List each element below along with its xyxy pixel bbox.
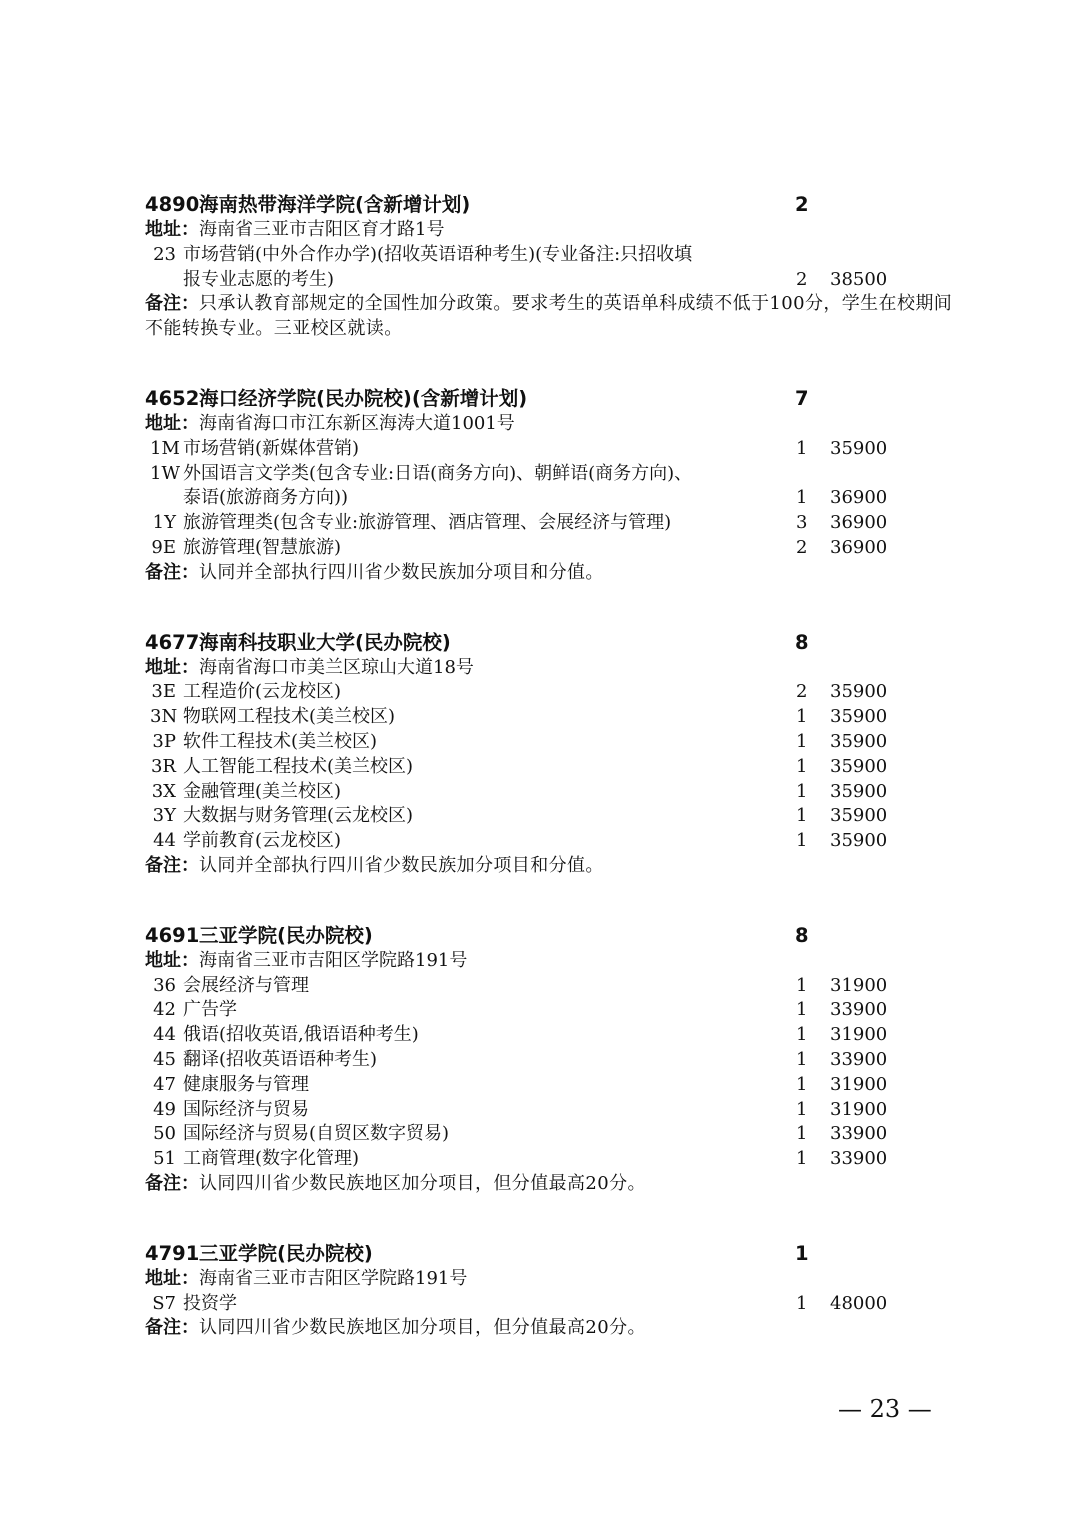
- major-name: 学前教育(云龙校区): [183, 830, 342, 852]
- major-tuition: 31900: [830, 974, 888, 996]
- major-row: [0, 486, 1080, 511]
- school-code: 4791: [145, 1241, 200, 1265]
- major-name: 报专业志愿的考生): [183, 268, 335, 290]
- major-tuition: 48000: [830, 1292, 888, 1314]
- major-name: 工程造价(云龙校区): [183, 681, 342, 703]
- major-tuition: 35900: [830, 755, 888, 777]
- note-label: 备注：: [145, 561, 199, 583]
- major-tuition: 31900: [830, 1098, 888, 1120]
- page-number: — 23 —: [838, 1395, 932, 1423]
- major-name: 泰语(旅游商务方向)): [183, 487, 349, 509]
- major-name: 软件工程技术(美兰校区): [183, 730, 378, 752]
- major-code: 3R: [150, 755, 176, 777]
- note-text: 只承认教育部规定的全国性加分政策。要求考生的英语单科成绩不低于100分，学生在校期间不能转换专业。三亚校区就读。: [145, 293, 953, 340]
- major-code: 50: [153, 1123, 176, 1145]
- major-name: 旅游管理(智慧旅游): [183, 536, 342, 558]
- school-name: 三亚学院(民办院校): [199, 1241, 373, 1265]
- major-row: [0, 804, 1080, 829]
- major-plan-count: 1: [796, 706, 808, 728]
- major-plan-count: 3: [796, 512, 808, 534]
- major-code: 3P: [152, 730, 176, 752]
- major-tuition: 36900: [830, 487, 888, 509]
- school-note: [0, 854, 1080, 879]
- major-tuition: 31900: [830, 1073, 888, 1095]
- major-name: 广告学: [183, 999, 237, 1021]
- major-name: 国际经济与贸易: [183, 1098, 309, 1120]
- major-plan-count: 2: [796, 681, 808, 703]
- school-block: [0, 1241, 1080, 1341]
- major-name: 金融管理(美兰校区): [183, 780, 342, 802]
- major-plan-count: 2: [796, 268, 808, 290]
- school-code: 4890: [145, 193, 200, 216]
- major-plan-count: 1: [796, 1024, 808, 1046]
- major-code: S7: [152, 1292, 176, 1314]
- address-label: 地址：: [145, 219, 199, 240]
- major-row: [0, 974, 1080, 999]
- school-address: [0, 1267, 1080, 1292]
- major-plan-count: 1: [796, 1292, 808, 1314]
- major-row: [0, 511, 1080, 536]
- document-body: [0, 192, 1080, 1385]
- major-tuition: 36900: [830, 512, 888, 534]
- major-row: [0, 1122, 1080, 1147]
- major-code: 3E: [151, 681, 176, 703]
- major-name: 大数据与财务管理(云龙校区): [183, 805, 414, 827]
- school-plan-count: 7: [795, 386, 809, 410]
- major-name: 会展经济与管理: [183, 974, 309, 996]
- major-row: [0, 1048, 1080, 1073]
- major-name: 外国语言文学类(包含专业:日语(商务方向)、朝鲜语(商务方向)、: [183, 462, 693, 484]
- school-name: 海口经济学院(民办院校)(含新增计划): [199, 386, 528, 410]
- major-plan-count: 1: [796, 830, 808, 852]
- school-code: 4691: [145, 923, 200, 947]
- note-label: 备注：: [145, 293, 199, 315]
- school-block: [0, 386, 1080, 586]
- school-plan-count: 1: [795, 1241, 809, 1265]
- major-row: [0, 730, 1080, 755]
- school-code: 4652: [145, 386, 200, 410]
- address-label: 地址：: [145, 949, 199, 971]
- note-text: 认同并全部执行四川省少数民族加分项目和分值。: [199, 561, 604, 583]
- note-text: 认同四川省少数民族地区加分项目，但分值最高20分。: [199, 1317, 646, 1339]
- school-address: [0, 218, 1080, 243]
- major-code: 3Y: [152, 805, 176, 827]
- school-name: 三亚学院(民办院校): [199, 923, 373, 947]
- major-name: 国际经济与贸易(自贸区数字贸易): [183, 1123, 450, 1145]
- major-code: 3X: [151, 780, 176, 802]
- major-code: 36: [153, 974, 176, 996]
- major-plan-count: 1: [796, 730, 808, 752]
- major-name: 工商管理(数字化管理): [183, 1148, 360, 1170]
- note-label: 备注：: [145, 1317, 199, 1339]
- address-label: 地址：: [145, 1267, 199, 1289]
- major-code: 1Y: [152, 512, 176, 534]
- major-tuition: 35900: [830, 830, 888, 852]
- major-tuition: 38500: [830, 268, 888, 290]
- major-tuition: 35900: [830, 805, 888, 827]
- school-block: [0, 192, 1080, 342]
- major-name: 市场营销(新媒体营销): [183, 437, 360, 459]
- school-note: [0, 1316, 1080, 1341]
- school-note: [0, 1172, 1080, 1197]
- major-name: 翻译(招收英语语种考生): [183, 1048, 378, 1070]
- major-plan-count: 1: [796, 755, 808, 777]
- address-text: 海南省三亚市吉阳区育才路1号: [199, 219, 445, 240]
- address-text: 海南省三亚市吉阳区学院路191号: [199, 1267, 468, 1289]
- major-code: 45: [153, 1048, 176, 1070]
- note-text: 认同四川省少数民族地区加分项目，但分值最高20分。: [199, 1172, 646, 1194]
- school-plan-count: 2: [795, 193, 809, 216]
- school-address: [0, 949, 1080, 974]
- major-row: [0, 1292, 1080, 1317]
- major-plan-count: 1: [796, 999, 808, 1021]
- major-row: [0, 1098, 1080, 1123]
- major-row: [0, 437, 1080, 462]
- major-row: [0, 998, 1080, 1023]
- major-code: 47: [153, 1073, 176, 1095]
- school-header: [0, 386, 1080, 412]
- address-text: 海南省海口市美兰区琼山大道18号: [199, 656, 474, 678]
- major-name: 俄语(招收英语,俄语语种考生): [183, 1024, 419, 1046]
- major-code: 44: [153, 830, 176, 852]
- note-label: 备注：: [145, 1172, 199, 1194]
- school-address: [0, 656, 1080, 681]
- school-block: [0, 630, 1080, 879]
- major-row: [0, 829, 1080, 854]
- address-text: 海南省三亚市吉阳区学院路191号: [199, 949, 468, 971]
- major-plan-count: 1: [796, 1048, 808, 1070]
- major-row: [0, 1073, 1080, 1098]
- major-plan-count: 1: [796, 805, 808, 827]
- address-text: 海南省海口市江东新区海涛大道1001号: [199, 412, 515, 434]
- major-tuition: 33900: [830, 1148, 888, 1170]
- major-tuition: 35900: [830, 681, 888, 703]
- major-code: 44: [153, 1024, 176, 1046]
- major-code: 51: [153, 1148, 176, 1170]
- major-row: [0, 705, 1080, 730]
- major-plan-count: 1: [796, 780, 808, 802]
- major-row: [0, 243, 1080, 268]
- major-tuition: 35900: [830, 437, 888, 459]
- major-tuition: 33900: [830, 1048, 888, 1070]
- major-name: 物联网工程技术(美兰校区): [183, 706, 396, 728]
- major-row: [0, 268, 1080, 293]
- school-note: [0, 561, 1080, 586]
- school-plan-count: 8: [795, 923, 809, 947]
- major-code: 1W: [150, 462, 180, 484]
- major-code: 1M: [150, 437, 180, 459]
- school-name: 海南科技职业大学(民办院校): [199, 630, 451, 654]
- major-row: [0, 780, 1080, 805]
- major-row: [0, 755, 1080, 780]
- school-header: [0, 630, 1080, 656]
- major-tuition: 33900: [830, 999, 888, 1021]
- major-plan-count: 1: [796, 974, 808, 996]
- major-row: [0, 1147, 1080, 1172]
- major-name: 健康服务与管理: [183, 1073, 309, 1095]
- major-name: 投资学: [183, 1292, 237, 1314]
- major-tuition: 33900: [830, 1123, 888, 1145]
- major-plan-count: 1: [796, 1148, 808, 1170]
- major-plan-count: 1: [796, 1123, 808, 1145]
- major-code: 42: [153, 999, 176, 1021]
- major-row: [0, 1023, 1080, 1048]
- major-code: 9E: [151, 536, 176, 558]
- major-tuition: 31900: [830, 1024, 888, 1046]
- major-name: 市场营销(中外合作办学)(招收英语语种考生)(专业备注:只招收填: [183, 243, 693, 265]
- major-plan-count: 1: [796, 437, 808, 459]
- school-plan-count: 8: [795, 630, 809, 654]
- address-label: 地址：: [145, 656, 199, 678]
- major-code: 23: [153, 243, 176, 265]
- major-code: 3N: [150, 706, 178, 728]
- school-block: [0, 923, 1080, 1197]
- school-code: 4677: [145, 630, 200, 654]
- school-header: [0, 1241, 1080, 1267]
- major-code: 49: [153, 1098, 176, 1120]
- major-tuition: 35900: [830, 780, 888, 802]
- major-plan-count: 1: [796, 487, 808, 509]
- major-tuition: 36900: [830, 536, 888, 558]
- address-label: 地址：: [145, 412, 199, 434]
- major-plan-count: 1: [796, 1098, 808, 1120]
- school-address: [0, 412, 1080, 437]
- school-header: [0, 192, 1080, 218]
- major-plan-count: 2: [796, 536, 808, 558]
- major-row: [0, 680, 1080, 705]
- school-name: 海南热带海洋学院(含新增计划): [199, 193, 471, 216]
- note-text: 认同并全部执行四川省少数民族加分项目和分值。: [199, 854, 604, 876]
- note-label: 备注：: [145, 854, 199, 876]
- school-header: [0, 923, 1080, 949]
- major-tuition: 35900: [830, 730, 888, 752]
- major-row: [0, 536, 1080, 561]
- major-plan-count: 1: [796, 1073, 808, 1095]
- school-note: [0, 292, 955, 342]
- major-name: 旅游管理类(包含专业:旅游管理、酒店管理、会展经济与管理): [183, 512, 672, 534]
- major-row: [0, 462, 1080, 487]
- major-tuition: 35900: [830, 706, 888, 728]
- major-name: 人工智能工程技术(美兰校区): [183, 755, 414, 777]
